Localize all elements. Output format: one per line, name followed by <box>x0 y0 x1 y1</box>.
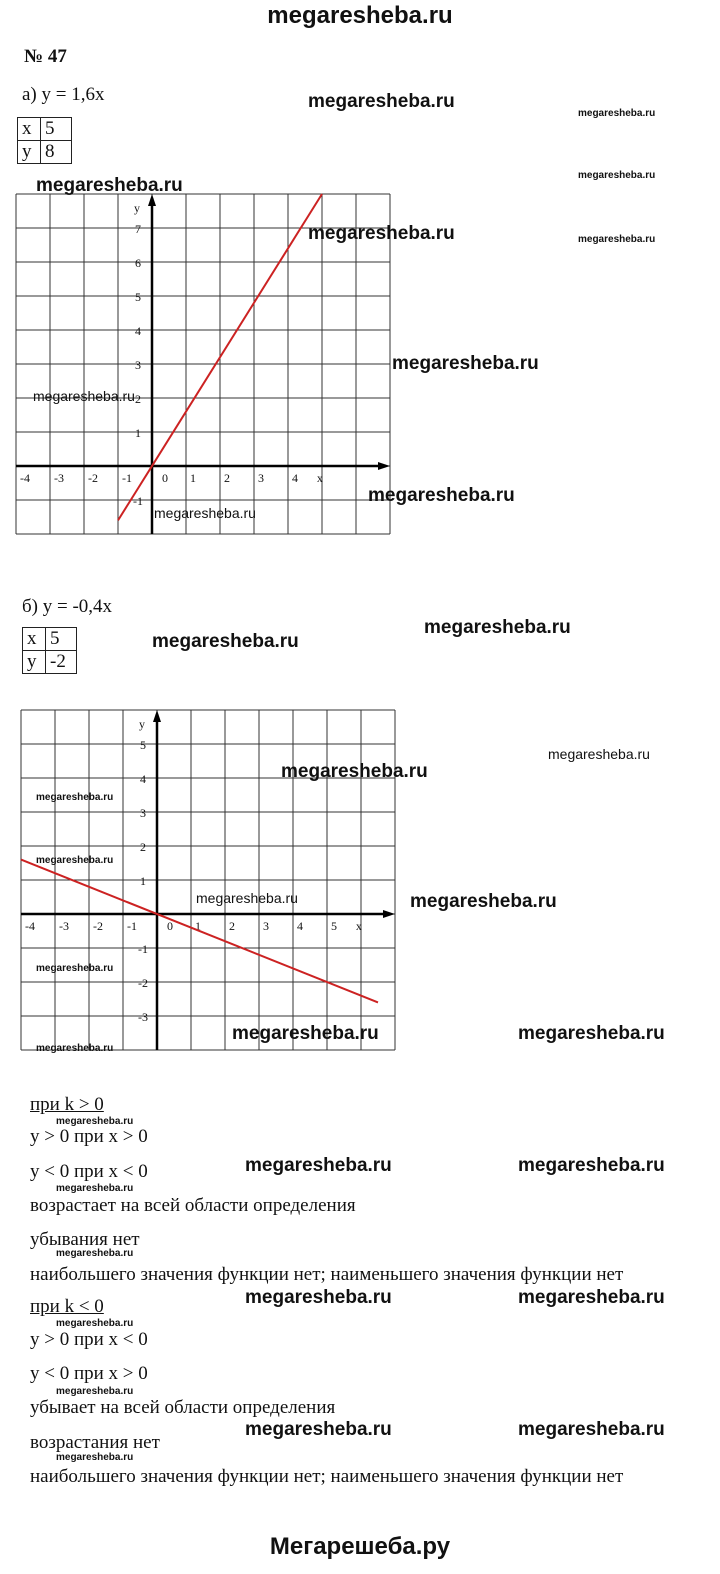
watermark: megaresheba.ru <box>36 855 114 866</box>
watermark: megaresheba.ru <box>281 761 428 782</box>
watermark: megaresheba.ru <box>392 353 539 374</box>
watermark: megaresheba.ru <box>36 963 114 974</box>
k-negative-line: y > 0 при x < 0 <box>30 1329 148 1350</box>
y-axis-label: y <box>134 201 140 215</box>
watermark: megaresheba.ru <box>56 1318 134 1329</box>
graph-a <box>16 194 390 546</box>
y-tick-label: 2 <box>135 392 141 406</box>
x-tick-label: -4 <box>20 471 30 485</box>
x-tick-label: 0 <box>167 919 173 933</box>
x-tick-label: x <box>355 919 362 933</box>
watermark: megaresheba.ru <box>410 891 557 912</box>
part-b-label: б) y = -0,4x <box>22 596 113 617</box>
y-tick-label: -1 <box>138 942 148 956</box>
watermark: megaresheba.ru <box>308 223 455 244</box>
watermark: megaresheba.ru <box>56 1116 134 1127</box>
table-b-x-label: x <box>23 628 46 651</box>
watermark: megaresheba.ru <box>56 1248 134 1259</box>
y-tick-label: 3 <box>135 358 141 372</box>
y-tick-label: 5 <box>135 290 141 304</box>
k-positive-line: y > 0 при x > 0 <box>30 1126 148 1147</box>
watermark: megaresheba.ru <box>518 1023 665 1044</box>
watermark: megaresheba.ru <box>518 1419 665 1440</box>
x-tick-label: 2 <box>229 919 235 933</box>
site-footer: Мегарешеба.ру <box>269 1533 451 1560</box>
problem-number: № 47 <box>24 46 67 67</box>
table-a-x-label: x <box>18 118 41 141</box>
x-tick-label: -2 <box>93 919 103 933</box>
y-axis-label: y <box>139 717 145 731</box>
watermark: megaresheba.ru <box>518 1155 665 1176</box>
table-b-y-value: -2 <box>46 651 77 674</box>
part-b-value-table <box>22 627 77 674</box>
x-tick-label: -2 <box>88 471 98 485</box>
part-a-label: а) y = 1,6x <box>22 84 105 105</box>
y-tick-label: 4 <box>140 772 146 786</box>
x-tick-label: x <box>316 471 323 485</box>
watermark: megaresheba.ru <box>368 485 515 506</box>
x-tick-label: 0 <box>162 471 168 485</box>
watermark: megaresheba.ru <box>36 792 114 803</box>
table-a-y-value: 8 <box>41 141 72 164</box>
k-positive-line: убывания нет <box>30 1229 140 1250</box>
x-tick-label: 3 <box>263 919 269 933</box>
x-tick-label: 3 <box>258 471 264 485</box>
x-tick-label: -4 <box>25 919 35 933</box>
watermark: megaresheba.ru <box>196 890 298 906</box>
x-tick-label: 2 <box>224 471 230 485</box>
y-axis-arrow <box>153 710 161 722</box>
x-axis-arrow <box>378 462 390 470</box>
watermark: megaresheba.ru <box>578 170 656 181</box>
x-tick-label: 4 <box>297 919 303 933</box>
table-b-y-label: y <box>23 651 46 674</box>
watermark: megaresheba.ru <box>154 505 256 521</box>
k-positive-line: наибольшего значения функции нет; наименьшего значения функции нет <box>30 1264 624 1285</box>
y-tick-label: 5 <box>140 738 146 752</box>
table-a-y-label: y <box>18 141 41 164</box>
k-positive-heading: при k > 0 <box>30 1094 104 1115</box>
watermark: megaresheba.ru <box>56 1452 134 1463</box>
watermark: megaresheba.ru <box>518 1287 665 1308</box>
k-negative-heading: при k < 0 <box>30 1296 104 1317</box>
y-tick-label: 7 <box>135 222 141 236</box>
watermark: megaresheba.ru <box>56 1183 134 1194</box>
watermark: megaresheba.ru <box>33 388 135 404</box>
watermark: megaresheba.ru <box>152 631 299 652</box>
k-negative-line: наибольшего значения функции нет; наименьшего значения функции нет <box>30 1466 624 1487</box>
x-tick-label: -3 <box>59 919 69 933</box>
x-tick-label: -3 <box>54 471 64 485</box>
k-negative-line: возрастания нет <box>30 1432 160 1453</box>
watermark: megaresheba.ru <box>36 175 183 196</box>
k-positive-line: возрастает на всей области определения <box>30 1195 356 1216</box>
x-tick-label: -1 <box>122 471 132 485</box>
watermark: megaresheba.ru <box>245 1419 392 1440</box>
table-a-x-value: 5 <box>41 118 72 141</box>
x-tick-label: -1 <box>127 919 137 933</box>
x-tick-label: 1 <box>195 919 201 933</box>
watermark: megaresheba.ru <box>56 1386 134 1397</box>
watermark: megaresheba.ru <box>308 91 455 112</box>
watermark: megaresheba.ru <box>578 234 656 245</box>
y-tick-label: -2 <box>138 976 148 990</box>
watermark: megaresheba.ru <box>36 1043 114 1054</box>
part-a-value-table <box>17 117 72 164</box>
y-tick-label: -3 <box>138 1010 148 1024</box>
watermark: megaresheba.ru <box>245 1287 392 1308</box>
watermark: megaresheba.ru <box>232 1023 379 1044</box>
k-negative-line: y < 0 при x > 0 <box>30 1363 148 1384</box>
k-positive-line: y < 0 при x < 0 <box>30 1161 148 1182</box>
x-tick-label: 4 <box>292 471 298 485</box>
table-b-x-value: 5 <box>46 628 77 651</box>
watermark: megaresheba.ru <box>424 617 571 638</box>
x-tick-label: 5 <box>331 919 337 933</box>
k-negative-line: убывает на всей области определения <box>30 1397 336 1418</box>
y-tick-label: 3 <box>140 806 146 820</box>
y-tick-label: 1 <box>140 874 146 888</box>
x-axis-arrow <box>383 910 395 918</box>
y-tick-label: 6 <box>135 256 141 270</box>
function-line <box>21 860 378 1003</box>
watermark: megaresheba.ru <box>245 1155 392 1176</box>
site-header: megaresheba.ru <box>267 2 453 29</box>
watermark: megaresheba.ru <box>548 746 650 762</box>
y-tick-label: 1 <box>135 426 141 440</box>
y-tick-label: -1 <box>133 494 143 508</box>
watermark: megaresheba.ru <box>578 108 656 119</box>
y-tick-label: 2 <box>140 840 146 854</box>
x-tick-label: 1 <box>190 471 196 485</box>
y-tick-label: 4 <box>135 324 141 338</box>
